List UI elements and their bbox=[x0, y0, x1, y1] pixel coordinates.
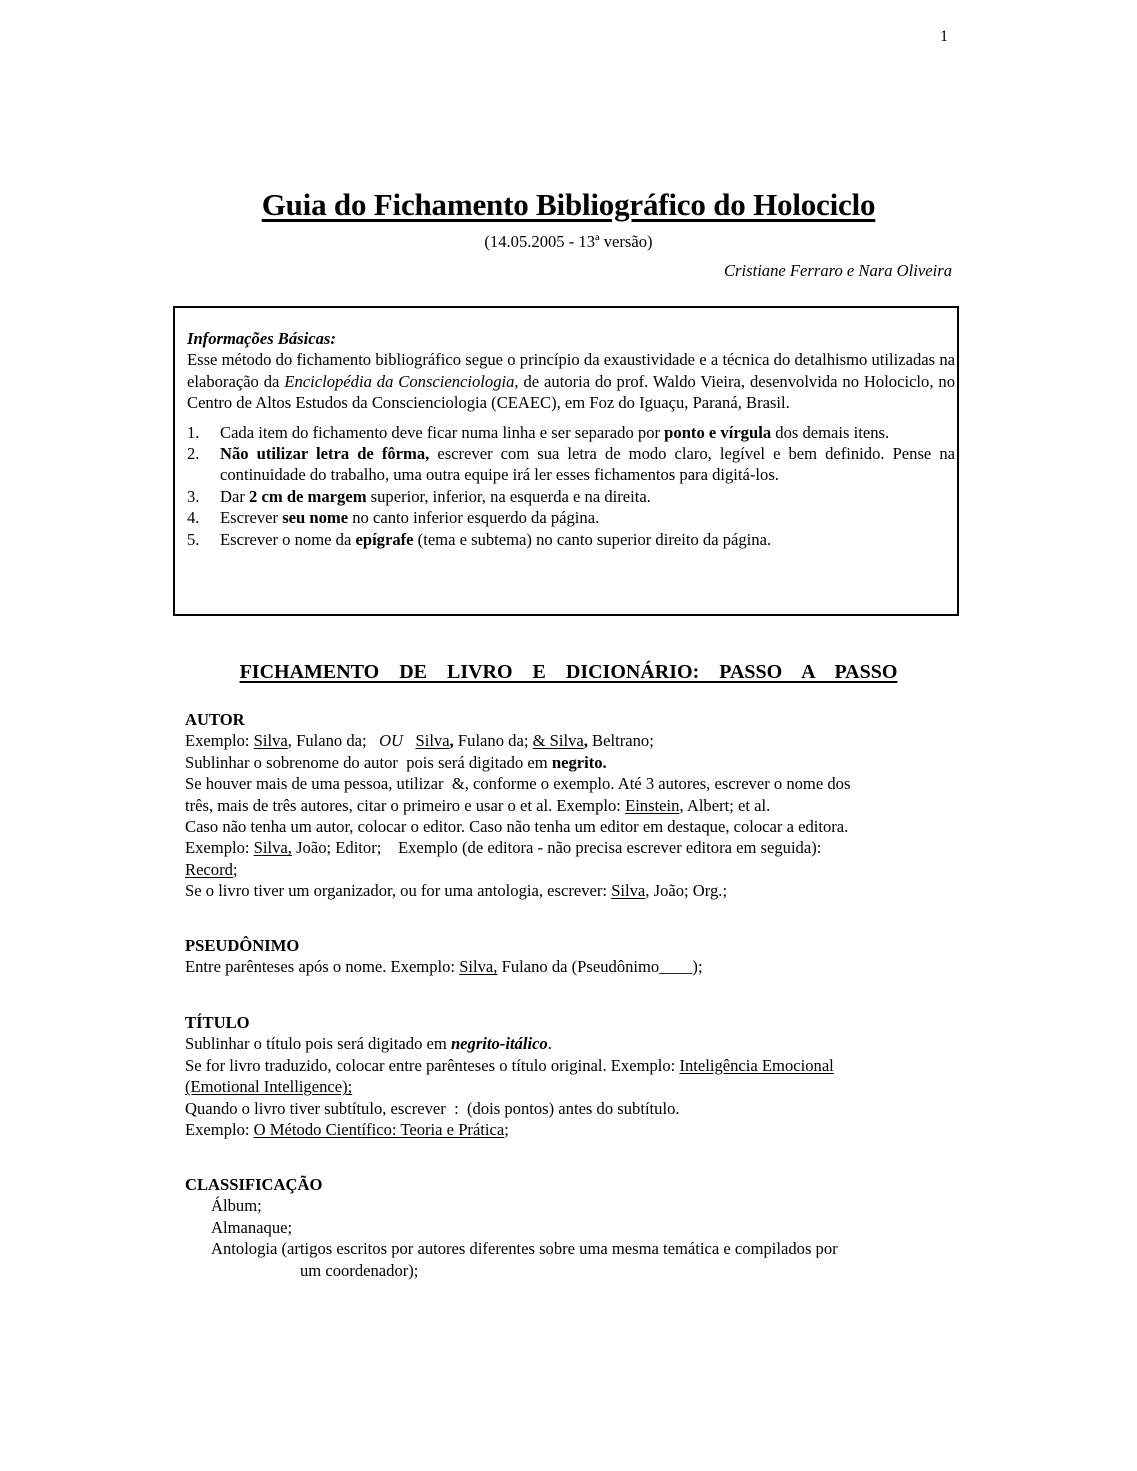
classificacao-item: Almanaque; bbox=[211, 1217, 293, 1237]
autor-line: Sublinhar o sobrenome do autor pois será digitado em negrito. bbox=[185, 752, 607, 772]
titulo-line: Se for livro traduzido, colocar entre parênteses o título original. Exemplo: Inteligência Emocional bbox=[185, 1055, 834, 1075]
rules-list bbox=[187, 422, 955, 550]
document-title: Guia do Fichamento Bibliográfico do Holociclo bbox=[261, 187, 876, 222]
classificacao-item: Álbum; bbox=[211, 1196, 262, 1216]
rule-item: 4. Escrever seu nome no canto inferior esquerdo da página. bbox=[187, 508, 600, 528]
rule-item: 5. Escrever o nome da epígrafe (tema e subtema) no canto superior direito da página. bbox=[187, 529, 772, 549]
document-version: (14.05.2005 - 13ª versão) bbox=[484, 232, 653, 251]
autor-line: Exemplo: Silva, João; Editor; Exemplo (de editora - não precisa escrever editora em seguida): bbox=[185, 838, 822, 858]
section-title: FICHAMENTO DE LIVRO E DICIONÁRIO: PASSO A PASSO bbox=[239, 661, 898, 683]
autor-heading: AUTOR bbox=[185, 710, 245, 729]
autor-line: três, mais de três autores, citar o primeiro e usar o et al. Exemplo: Einstein, Albert; et al. bbox=[185, 795, 771, 815]
autor-line: Record; bbox=[185, 859, 238, 879]
autor-line: Se o livro tiver um organizador, ou for uma antologia, escrever: Silva, João; Org.; bbox=[185, 881, 728, 901]
info-box bbox=[173, 306, 959, 616]
classificacao-heading: CLASSIFICAÇÃO bbox=[185, 1175, 323, 1194]
page-number: 1 bbox=[940, 28, 948, 45]
titulo-section bbox=[185, 1012, 945, 1140]
titulo-line: Quando o livro tiver subtítulo, escrever : (dois pontos) antes do subtítulo. bbox=[185, 1098, 680, 1118]
pseudonimo-line: Entre parênteses após o nome. Exemplo: Silva, Fulano da (Pseudônimo____); bbox=[185, 957, 703, 977]
autor-line: Exemplo: Silva, Fulano da; OU Silva, Fulano da; & Silva, Beltrano; bbox=[185, 731, 654, 751]
titulo-line: Sublinhar o título pois será digitado em negrito-itálico. bbox=[185, 1034, 552, 1054]
document-authors: Cristiane Ferraro e Nara Oliveira bbox=[723, 261, 952, 280]
info-box-heading: Informações Básicas: bbox=[187, 329, 336, 348]
titulo-line: (Emotional Intelligence); bbox=[185, 1077, 353, 1097]
titulo-line: Exemplo: O Método Científico: Teoria e Prática; bbox=[185, 1120, 509, 1140]
autor-line: Caso não tenha um autor, colocar o editor. Caso não tenha um editor em destaque, colocar a editora. bbox=[185, 817, 849, 837]
info-box-paragraph: Esse método do fichamento bibliográfico segue o princípio da exaustividade e a técnica do detalhismo utilizadas na elaboração da Enciclopédia da Conscienciologia, de autoria do prof. Waldo Vieira, desenvolvida no Holociclo, no Centro de Altos Estudos da Conscienciologia (CEAEC), em Foz do Iguaçu, Paraná, Brasil. bbox=[187, 350, 955, 413]
pseudonimo-heading: PSEUDÔNIMO bbox=[185, 936, 300, 955]
rule-item: 2. Não utilizar letra de fôrma, escrever com sua letra de modo claro, legível e bem definido. Pense na continuidade do trabalho, uma outra equipe irá ler esses fichamentos para digitá-los. bbox=[187, 444, 956, 485]
pseudonimo-section bbox=[185, 935, 945, 978]
titulo-heading: TÍTULO bbox=[185, 1013, 250, 1032]
autor-section bbox=[185, 709, 945, 902]
classificacao-section bbox=[185, 1174, 945, 1281]
classificacao-item-continuation: um coordenador); bbox=[300, 1260, 419, 1280]
autor-line: Se houver mais de uma pessoa, utilizar &, conforme o exemplo. Até 3 autores, escrever o nome dos bbox=[185, 774, 851, 794]
rule-item: 3. Dar 2 cm de margem superior, inferior, na esquerda e na direita. bbox=[187, 486, 651, 506]
classificacao-item: Antologia (artigos escritos por autores diferentes sobre uma mesma temática e compilados por bbox=[211, 1239, 838, 1259]
rule-item: 1. Cada item do fichamento deve ficar numa linha e ser separado por ponto e vírgula dos demais itens. bbox=[187, 422, 890, 442]
